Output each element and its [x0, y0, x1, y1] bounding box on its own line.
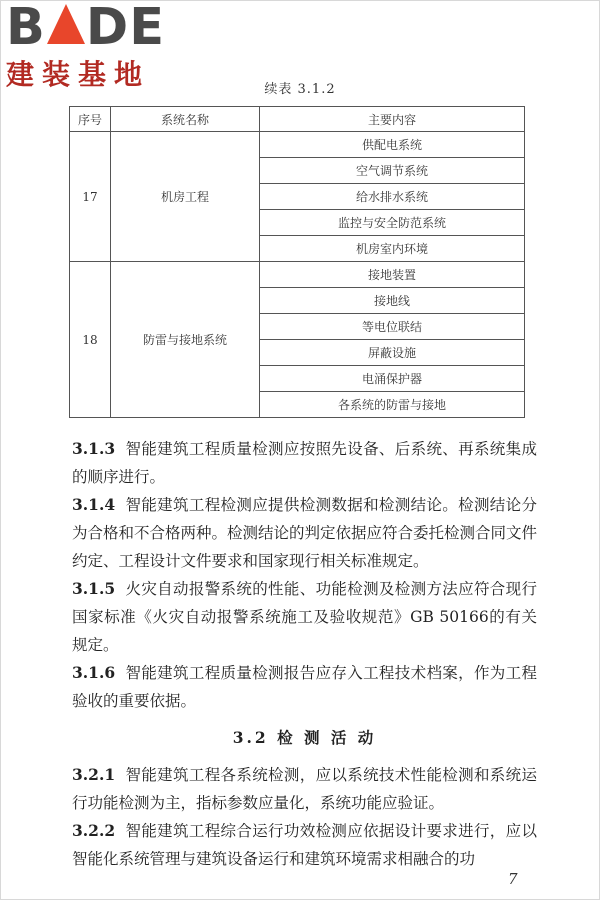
clause-text: 智能建筑工程质量检测报告应存入工程技术档案，作为工程验收的重要依据。 [72, 664, 537, 710]
clause-paragraph [72, 575, 537, 659]
clause-number: 3.2.1 [72, 765, 116, 784]
row-content: 各系统的防雷与接地 [260, 392, 525, 418]
clause-text: 智能建筑工程质量检测应按照先设备、后系统、再系统集成的顺序进行。 [72, 440, 537, 486]
clause-number: 3.1.4 [72, 495, 116, 514]
table-row [70, 262, 525, 288]
clause-paragraph [72, 761, 537, 817]
row-content: 接地装置 [260, 262, 525, 288]
body-text [72, 435, 537, 873]
header-no: 序号 [70, 107, 111, 132]
table-caption: 续表 3.1.2 [264, 82, 336, 97]
system-table [69, 106, 525, 418]
row-content: 等电位联结 [260, 314, 525, 340]
section-title: 3.2 检 测 活 动 [232, 728, 377, 747]
clause-number: 3.1.6 [72, 663, 116, 682]
clause-paragraph [72, 817, 537, 873]
clause-paragraph [72, 659, 537, 715]
row-content: 监控与安全防范系统 [260, 210, 525, 236]
logo-subtitle: 建装基地 [6, 58, 151, 91]
row-system: 机房工程 [111, 132, 260, 262]
clause-text: 智能建筑工程检测应提供检测数据和检测结论。检测结论分为合格和不合格两种。检测结论的判定依据应符合委托检测合同文件约定、工程设计文件要求和国家现行相关标准规定。 [72, 496, 538, 570]
row-no: 17 [70, 132, 111, 262]
row-content: 给水排水系统 [260, 184, 525, 210]
triangle-a-icon [47, 4, 85, 44]
logo-wordmark: B DE [6, 0, 166, 57]
row-content: 供配电系统 [260, 132, 525, 158]
header-system: 系统名称 [111, 107, 260, 132]
clause-number: 3.1.3 [72, 439, 116, 458]
row-content: 电涌保护器 [260, 366, 525, 392]
clause-paragraph [72, 435, 537, 491]
header-content: 主要内容 [260, 107, 525, 132]
clause-text: 智能建筑工程各系统检测，应以系统技术性能检测和系统运行功能检测为主，指标参数应量化，系统功能应验证。 [72, 766, 537, 812]
row-system: 防雷与接地系统 [111, 262, 260, 418]
table-row [70, 132, 525, 158]
row-content: 屏蔽设施 [260, 340, 525, 366]
clause-text: 智能建筑工程综合运行功效检测应依据设计要求进行，应以智能化系统管理与建筑设备运行和建筑环境需求相融合的功 [72, 822, 537, 868]
row-content: 接地线 [260, 288, 525, 314]
clause-text: 火灾自动报警系统的性能、功能检测及检测方法应符合现行国家标准《火灾自动报警系统施工及验收规范》GB 50166的有关规定。 [72, 580, 537, 654]
row-content: 空气调节系统 [260, 158, 525, 184]
page-number: 7 [508, 870, 518, 888]
clause-number: 3.1.5 [72, 579, 116, 598]
clause-paragraph [72, 491, 537, 575]
row-content: 机房室内环境 [260, 236, 525, 262]
row-no: 18 [70, 262, 111, 418]
clause-number: 3.2.2 [72, 821, 116, 840]
table-header-row [70, 107, 525, 132]
